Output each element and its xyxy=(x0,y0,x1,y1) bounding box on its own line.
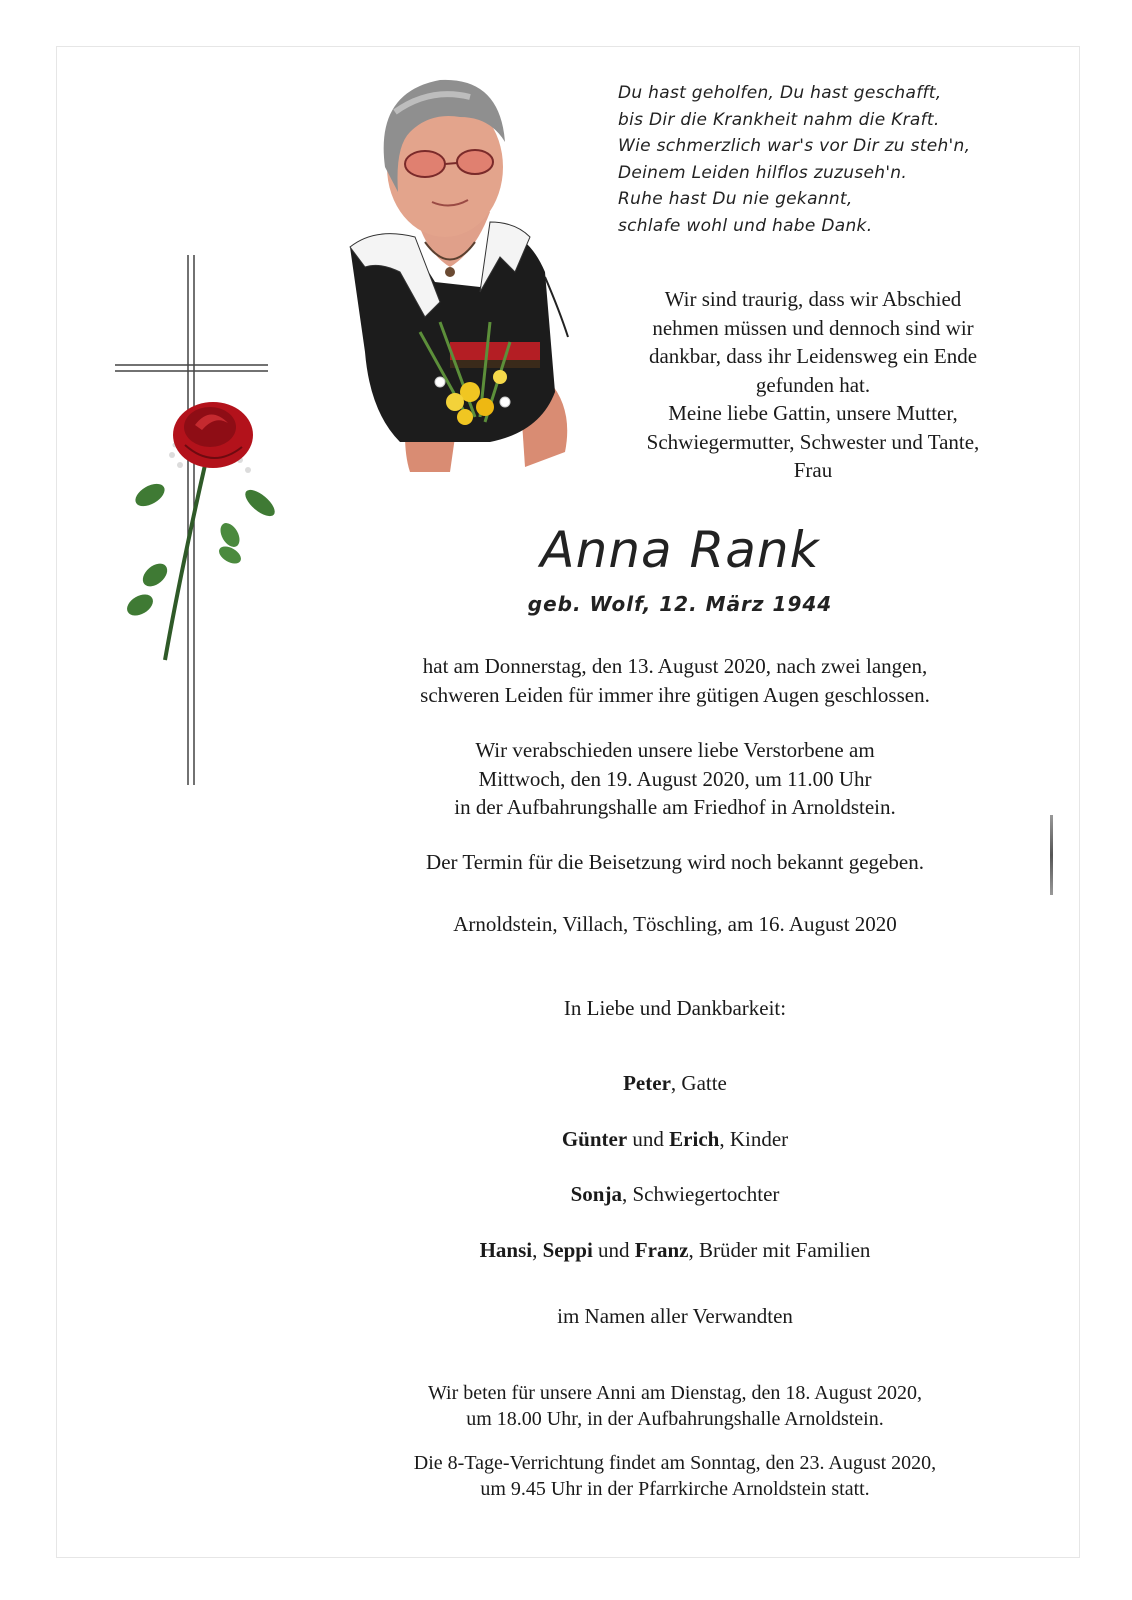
farewell-line: in der Aufbahrungshalle am Friedhof in Arnoldstein. xyxy=(454,795,896,819)
poem-line: schlafe wohl und habe Dank. xyxy=(618,215,873,236)
eight-day-line: Die 8-Tage-Verrichtung findet am Sonntag, den 23. August 2020, xyxy=(413,1452,937,1474)
mourner-name: Peter xyxy=(623,1071,671,1095)
poem-line: Wie schmerzlich war's vor Dir zu steh'n, xyxy=(618,136,971,156)
deceased-name: Anna Rank xyxy=(540,521,820,579)
farewell-info xyxy=(340,736,1010,822)
eight-day-line: um 9.45 Uhr in der Pfarrkirche Arnoldstein statt. xyxy=(480,1478,870,1500)
birth-info: geb. Wolf, 12. März 1944 xyxy=(527,592,833,616)
intro-line: dankbar, dass ihr Leidensweg ein Ende xyxy=(648,344,978,368)
relatives-line: im Namen aller Verwandten xyxy=(557,1304,793,1328)
poem xyxy=(618,80,1048,239)
intro-line: gefunden hat. xyxy=(755,372,871,397)
cross-with-rose-icon xyxy=(110,255,295,805)
place-date: Arnoldstein, Villach, Töschling, am 16. August 2020 xyxy=(453,912,897,936)
burial-note: Der Termin für die Beisetzung wird noch bekannt gegeben. xyxy=(426,850,924,874)
poem-line: Du hast geholfen, Du hast geschafft, xyxy=(618,83,942,103)
mourner-role: , Schwiegertochter xyxy=(621,1182,780,1206)
scan-edge-mark xyxy=(1050,815,1053,895)
poem-line: Ruhe hast Du nie gekannt, xyxy=(618,189,853,209)
mourner-name: Seppi xyxy=(542,1238,593,1262)
mourner-name: Sonja xyxy=(570,1182,622,1206)
mourner-role: , Gatte xyxy=(670,1071,727,1095)
prayer-info xyxy=(340,1380,1010,1432)
intro-line: Wir sind traurig, dass wir Abschied xyxy=(664,287,962,311)
mourner-peter xyxy=(340,1069,1010,1098)
intro-line: nehmen müssen und dennoch sind wir xyxy=(652,315,974,340)
mourner-name: Hansi xyxy=(479,1238,533,1262)
intro-line: Meine liebe Gattin, unsere Mutter, xyxy=(668,401,958,425)
mourner-name: Erich xyxy=(669,1127,720,1151)
mourner-sonja xyxy=(340,1180,1010,1209)
mourner-brothers: Hansi, Seppi und Franz, Brüder mit Familien xyxy=(479,1238,871,1262)
intro-text xyxy=(604,285,1022,485)
mourner-role: , Kinder xyxy=(719,1127,789,1151)
eight-day-info xyxy=(340,1450,1010,1502)
poem-line: Deinem Leiden hilflos zuzuseh'n. xyxy=(618,162,908,183)
intro-line: Schwiegermutter, Schwester und Tante, xyxy=(646,429,980,454)
death-notice xyxy=(340,652,1010,709)
prayer-line: Wir beten für unsere Anni am Dienstag, den 18. August 2020, xyxy=(427,1382,923,1404)
mourner-name: Franz xyxy=(634,1238,689,1262)
death-notice-line: schweren Leiden für immer ihre gütigen Augen geschlossen. xyxy=(420,682,930,707)
farewell-line: Wir verabschieden unsere liebe Verstorbene am xyxy=(475,738,875,762)
portrait-photo xyxy=(340,72,590,482)
mourner-joiner: und xyxy=(627,1127,670,1151)
intro-line: Frau xyxy=(793,458,833,482)
mourner-children xyxy=(340,1125,1010,1154)
prayer-line: um 18.00 Uhr, in der Aufbahrungshalle Arnoldstein. xyxy=(466,1408,884,1430)
poem-line: bis Dir die Krankheit nahm die Kraft. xyxy=(618,109,940,130)
mourner-name: Günter xyxy=(561,1127,628,1151)
love-line: In Liebe und Dankbarkeit: xyxy=(563,996,787,1020)
mourner-role: , Brüder mit Familien xyxy=(688,1238,871,1262)
farewell-line: Mittwoch, den 19. August 2020, um 11.00 Uhr xyxy=(478,766,872,791)
death-notice-line: hat am Donnerstag, den 13. August 2020, nach zwei langen, xyxy=(422,654,928,678)
